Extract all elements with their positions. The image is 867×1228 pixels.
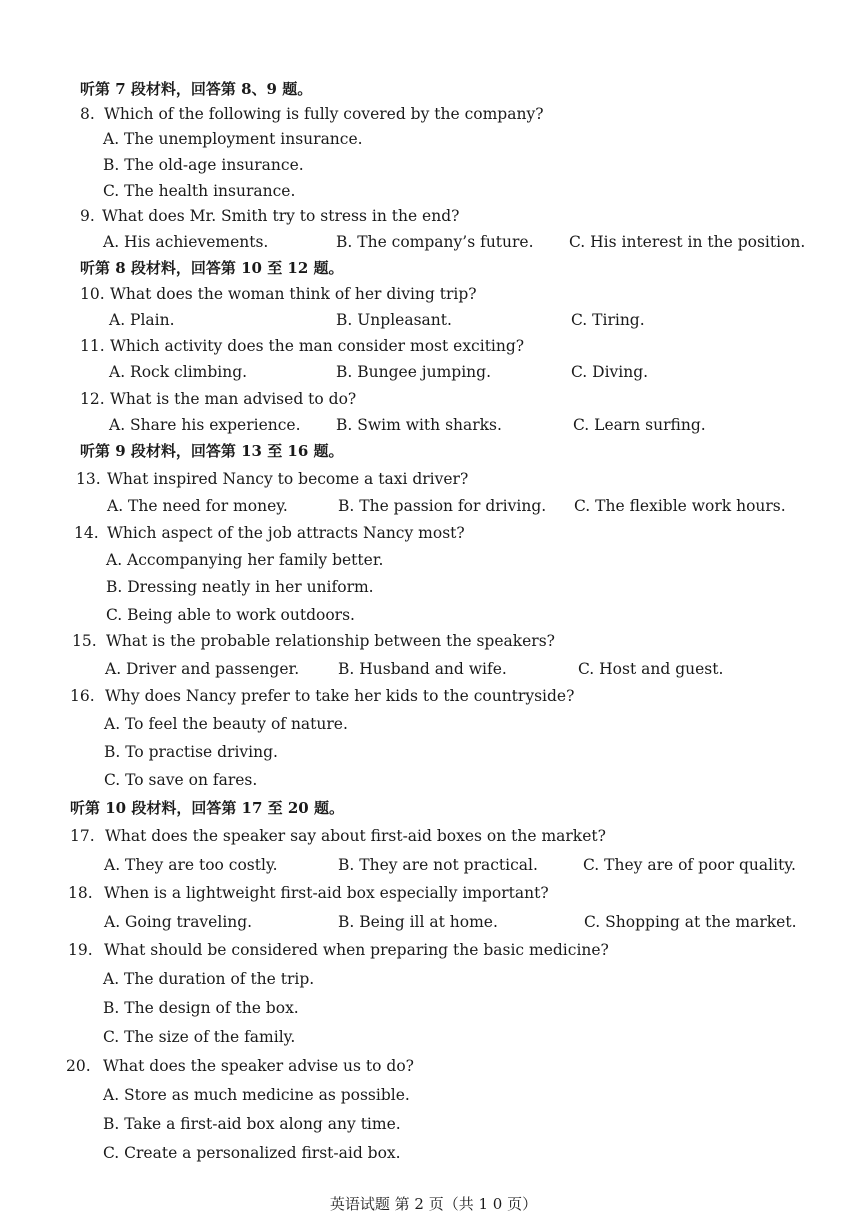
option-b: B. The design of the box. bbox=[103, 999, 299, 1017]
question-number: 14. bbox=[74, 524, 99, 542]
option-c: C. The size of the family. bbox=[103, 1028, 296, 1046]
option-a: A. The need for money. bbox=[107, 497, 288, 515]
option-c: C. The health insurance. bbox=[103, 182, 296, 200]
option-a: A. Going traveling. bbox=[104, 913, 253, 931]
option-b: B. Swim with sharks. bbox=[336, 416, 502, 434]
option-a: A. They are too costly. bbox=[104, 856, 278, 874]
option-c: C. Shopping at the market. bbox=[584, 913, 797, 931]
option-c: C. Tiring. bbox=[571, 311, 645, 329]
question-number: 13. bbox=[76, 470, 101, 488]
option-c: C. Host and guest. bbox=[578, 660, 724, 678]
question-number: 11. bbox=[80, 337, 105, 355]
section-heading: 听第 7 段材料，回答第 8、9 题。 bbox=[80, 80, 313, 98]
option-a: A. Rock climbing. bbox=[109, 363, 248, 381]
question-text: What does the woman think of her diving trip? bbox=[110, 285, 477, 303]
option-c: C. To save on fares. bbox=[104, 771, 258, 789]
question-number: 12. bbox=[80, 390, 105, 408]
question-text: Which of the following is fully covered by the company? bbox=[104, 105, 544, 123]
question-text: When is a lightweight first-aid box especially important? bbox=[104, 884, 549, 902]
option-b: B. Husband and wife. bbox=[338, 660, 507, 678]
option-c: C. Create a personalized first-aid box. bbox=[103, 1144, 401, 1162]
question-number: 18. bbox=[68, 884, 93, 902]
option-c: C. Learn surfing. bbox=[573, 416, 706, 434]
option-b: B. Take a first-aid box along any time. bbox=[103, 1115, 401, 1133]
section-heading: 听第 8 段材料，回答第 10 至 12 题。 bbox=[80, 259, 344, 277]
option-a: A. Driver and passenger. bbox=[105, 660, 300, 678]
question-number: 9. bbox=[80, 207, 95, 225]
option-c: C. His interest in the position. bbox=[569, 233, 806, 251]
option-b: B. Bungee jumping. bbox=[336, 363, 491, 381]
question-number: 15. bbox=[72, 632, 97, 650]
question-text: What should be considered when preparing the basic medicine? bbox=[104, 941, 609, 959]
option-a: A. The unemployment insurance. bbox=[103, 130, 363, 148]
option-a: A. His achievements. bbox=[103, 233, 269, 251]
option-b: B. The passion for driving. bbox=[338, 497, 547, 515]
question-text: What is the man advised to do? bbox=[110, 390, 357, 408]
option-a: A. The duration of the trip. bbox=[103, 970, 315, 988]
question-text: Which activity does the man consider most exciting? bbox=[110, 337, 525, 355]
option-b: B. To practise driving. bbox=[104, 743, 278, 761]
option-b: B. The old-age insurance. bbox=[103, 156, 304, 174]
option-c: C. They are of poor quality. bbox=[583, 856, 796, 874]
question-text: What is the probable relationship between the speakers? bbox=[106, 632, 555, 650]
option-a: A. Store as much medicine as possible. bbox=[103, 1086, 410, 1104]
question-text: What does the speaker say about first-aid boxes on the market? bbox=[105, 827, 606, 845]
question-text: Which aspect of the job attracts Nancy most? bbox=[107, 524, 465, 542]
section-heading: 听第 9 段材料，回答第 13 至 16 题。 bbox=[80, 442, 344, 460]
question-text: Why does Nancy prefer to take her kids to the countryside? bbox=[105, 687, 575, 705]
option-b: B. They are not practical. bbox=[338, 856, 538, 874]
option-a: A. To feel the beauty of nature. bbox=[104, 715, 348, 733]
question-text: What does the speaker advise us to do? bbox=[103, 1057, 414, 1075]
question-number: 19. bbox=[68, 941, 93, 959]
question-number: 10. bbox=[80, 285, 105, 303]
question-number: 20. bbox=[66, 1057, 91, 1075]
page-footer: 英语试题 第 2 页（共 1 0 页） bbox=[329, 1195, 538, 1213]
option-c: C. Diving. bbox=[571, 363, 649, 381]
option-b: B. The company’s future. bbox=[336, 233, 534, 251]
option-b: B. Unpleasant. bbox=[336, 311, 452, 329]
question-number: 16. bbox=[70, 687, 95, 705]
option-a: A. Accompanying her family better. bbox=[106, 551, 384, 569]
option-b: B. Dressing neatly in her uniform. bbox=[106, 578, 374, 596]
option-b: B. Being ill at home. bbox=[338, 913, 498, 931]
option-c: C. The flexible work hours. bbox=[574, 497, 786, 515]
option-c: C. Being able to work outdoors. bbox=[106, 606, 355, 624]
option-a: A. Share his experience. bbox=[109, 416, 301, 434]
option-a: A. Plain. bbox=[109, 311, 175, 329]
question-number: 8. bbox=[80, 105, 95, 123]
question-number: 17. bbox=[70, 827, 95, 845]
question-text: What does Mr. Smith try to stress in the end? bbox=[102, 207, 460, 225]
section-heading: 听第 10 段材料，回答第 17 至 20 题。 bbox=[70, 799, 344, 817]
question-text: What inspired Nancy to become a taxi driver? bbox=[107, 470, 469, 488]
